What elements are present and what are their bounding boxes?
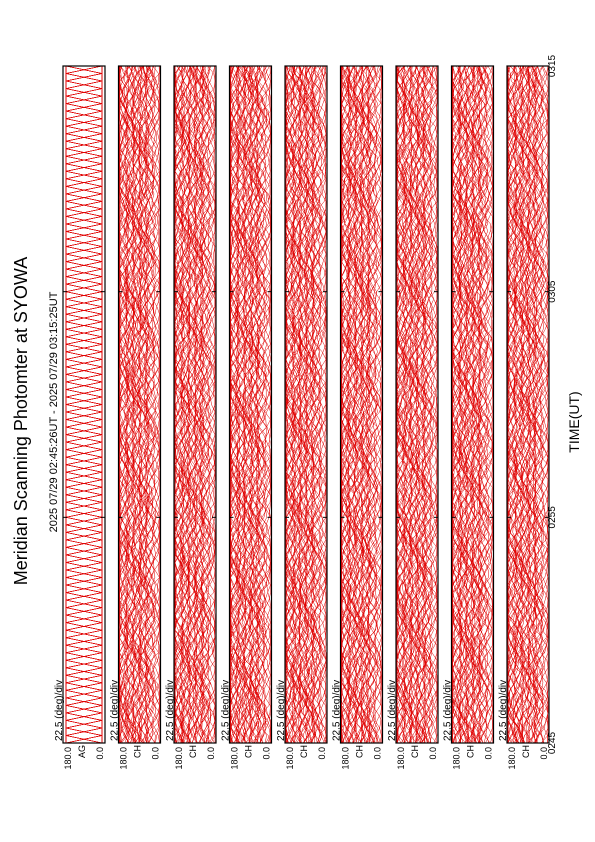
panel-y-top-label: 180.0 bbox=[340, 747, 351, 770]
panel-scale-label: 22.5 (deg)/div bbox=[220, 679, 232, 741]
panel-y-top-label: 180.0 bbox=[229, 747, 240, 770]
panel-scale-label: 22.5 (deg)/div bbox=[331, 679, 343, 741]
panel-y-bottom-label: 0.0 bbox=[150, 747, 161, 760]
panel-channel-label: CH bbox=[299, 745, 309, 758]
panel-y-top-label: 180.0 bbox=[285, 747, 295, 770]
panel-5-traces bbox=[286, 66, 326, 743]
panel-7 bbox=[387, 66, 438, 770]
panel-4 bbox=[221, 66, 272, 770]
panel-scale-label: 22.5 (deg)/div bbox=[387, 679, 398, 741]
panel-channel-label: CH bbox=[132, 745, 143, 758]
x-tick-label: 0305 bbox=[547, 280, 558, 303]
panel-scale-label: 22.5 (deg)/div bbox=[165, 679, 176, 741]
panel-y-top-label: 180.0 bbox=[507, 747, 517, 770]
x-tick-label: 0245 bbox=[547, 731, 558, 755]
panel-group bbox=[54, 66, 549, 770]
panel-y-top-label: 180.0 bbox=[451, 747, 462, 770]
panel-y-bottom-label: 0.0 bbox=[206, 747, 216, 760]
panel-y-bottom-label: 0.0 bbox=[95, 747, 105, 760]
panel-9-traces bbox=[508, 66, 548, 743]
panel-4-traces bbox=[231, 66, 271, 743]
panel-y-bottom-label: 0.0 bbox=[372, 747, 383, 760]
panel-8-traces bbox=[453, 66, 493, 743]
panel-scale-label: 22.5 (deg)/div bbox=[276, 679, 287, 741]
panel-3 bbox=[165, 66, 216, 770]
panel-9 bbox=[498, 66, 549, 770]
panel-7-traces bbox=[397, 66, 437, 743]
panel-scale-label: 22.5 (deg)/div bbox=[54, 679, 65, 741]
panel-scale-label: 22.5 (deg)/div bbox=[498, 679, 509, 741]
series-trace bbox=[286, 66, 296, 743]
panel-channel-label: CH bbox=[188, 745, 198, 758]
x-tick-label: 0255 bbox=[547, 506, 558, 529]
panel-channel-label: CH bbox=[521, 745, 531, 758]
chart-title: Meridian Scanning Photomter at SYOWA bbox=[11, 256, 31, 586]
x-tick-label: 0315 bbox=[547, 54, 558, 78]
panel-8 bbox=[443, 66, 494, 770]
panel-y-bottom-label: 0.0 bbox=[261, 747, 272, 760]
time-range-label: 2025 07/29 02:45:26UT - 2025 07/29 03:15:25UT bbox=[48, 291, 60, 533]
panel-channel-label: AG bbox=[77, 745, 87, 759]
panel-channel-label: CH bbox=[354, 745, 365, 758]
panel-channel-label: CH bbox=[465, 745, 476, 758]
panel-y-top-label: 180.0 bbox=[118, 747, 129, 770]
panel-2 bbox=[110, 66, 161, 770]
x-axis-label: TIME(UT) bbox=[566, 391, 582, 453]
panel-y-bottom-label: 0.0 bbox=[483, 747, 494, 760]
panel-channel-label: CH bbox=[410, 745, 420, 758]
panel-y-bottom-label: 0.0 bbox=[428, 747, 438, 760]
panel-y-top-label: 180.0 bbox=[174, 747, 184, 770]
panel-1 bbox=[54, 66, 105, 770]
panel-channel-label: CH bbox=[243, 745, 254, 758]
panel-scale-label: 22.5 (deg)/div bbox=[442, 679, 454, 741]
panel-y-top-label: 180.0 bbox=[63, 747, 73, 770]
panel-5 bbox=[276, 66, 327, 770]
panel-scale-label: 22.5 (deg)/div bbox=[109, 679, 121, 741]
panel-1-traces bbox=[66, 66, 102, 743]
panel-6-traces bbox=[342, 66, 382, 743]
series-trace bbox=[286, 66, 296, 743]
panel-2-traces bbox=[120, 66, 160, 743]
panel-y-top-label: 180.0 bbox=[396, 747, 406, 770]
panel-y-bottom-label: 0.0 bbox=[317, 747, 327, 760]
panel-3-traces bbox=[175, 66, 215, 743]
panel-6 bbox=[332, 66, 383, 770]
panel-y-bottom-label: 0.0 bbox=[539, 747, 549, 760]
